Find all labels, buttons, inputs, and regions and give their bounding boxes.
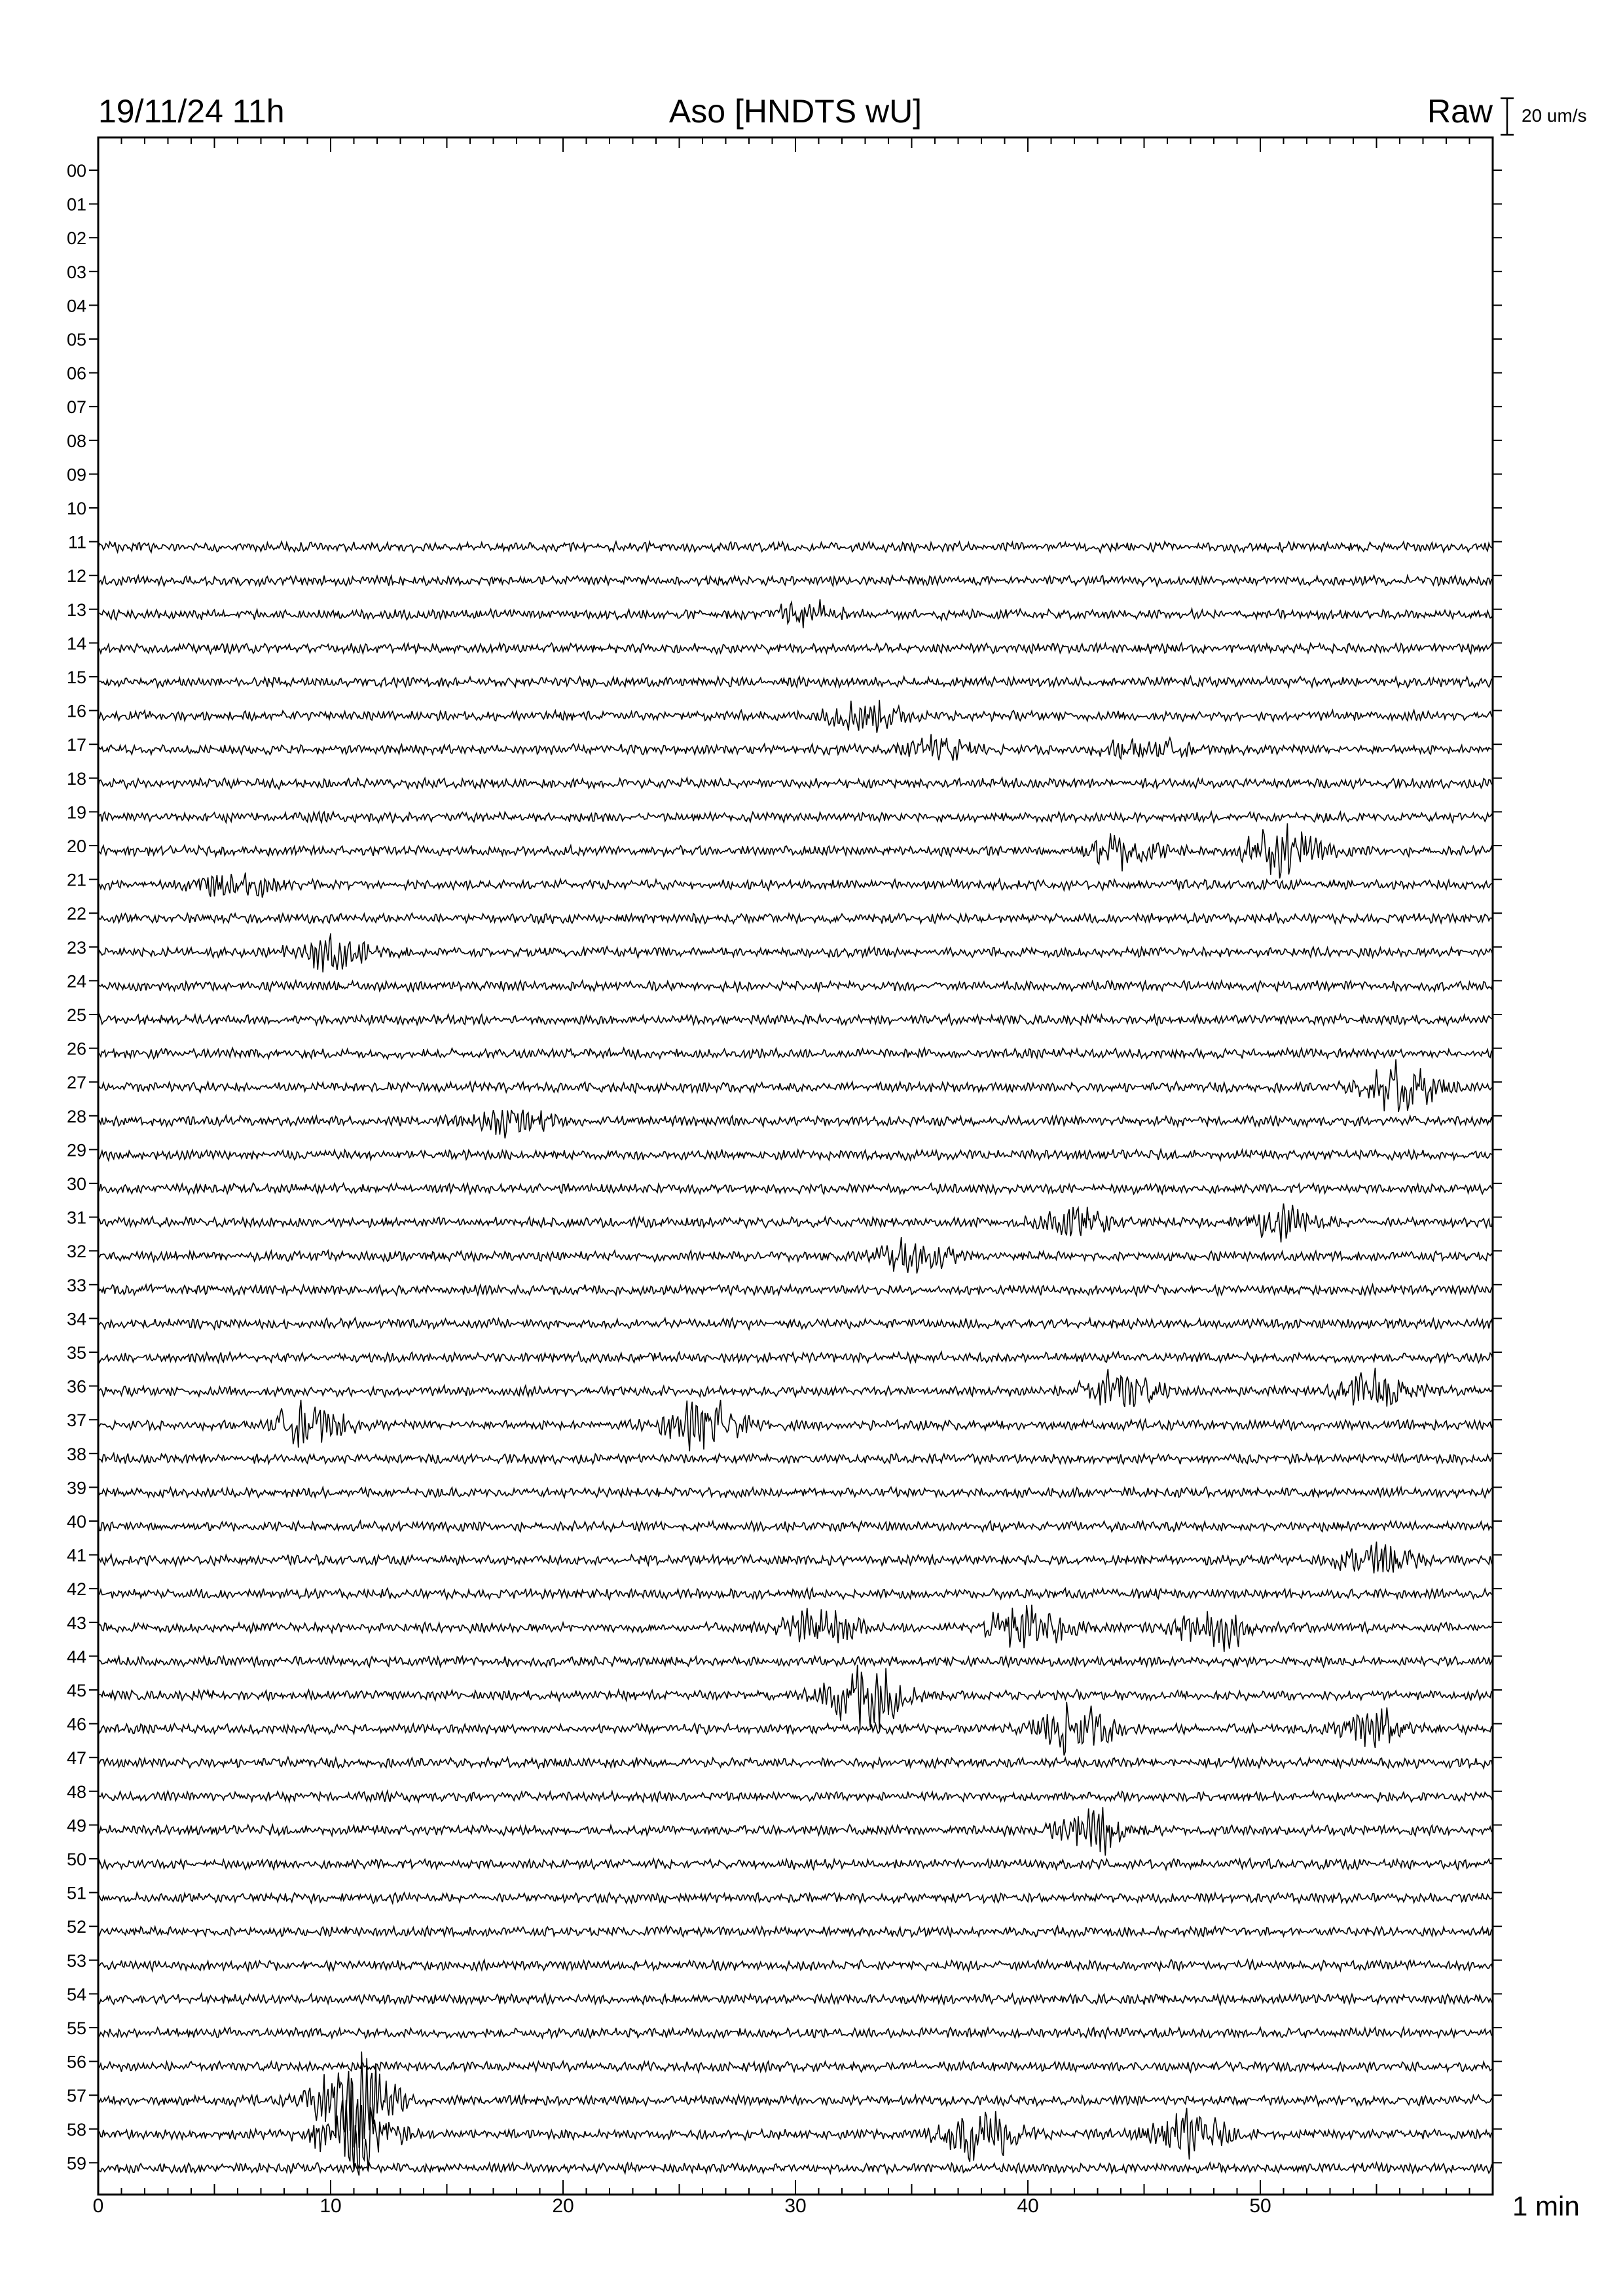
row-label: 15 (66, 668, 86, 687)
row-label: 20 (66, 836, 86, 856)
trace-line (98, 1284, 1493, 1295)
row-label: 45 (66, 1681, 86, 1700)
row-label: 00 (66, 161, 86, 181)
trace-line (98, 1149, 1493, 1160)
trace-line (98, 1204, 1493, 1243)
row-label: 36 (66, 1376, 86, 1397)
trace-line (98, 1487, 1493, 1498)
row-label: 39 (66, 1478, 86, 1498)
row-label: 42 (66, 1579, 86, 1600)
plot-frame (98, 137, 1493, 2195)
row-label: 35 (66, 1343, 86, 1363)
row-label: 59 (66, 2153, 86, 2174)
row-label: 07 (66, 397, 86, 418)
row-label: 54 (66, 1984, 86, 2005)
x-tick-label: 20 (552, 2195, 574, 2217)
row-label: 43 (66, 1613, 86, 1633)
row-label: 46 (66, 1714, 86, 1734)
row-label: 33 (66, 1275, 86, 1295)
row-label: 11 (67, 532, 86, 552)
row-label: 44 (66, 1647, 86, 1667)
row-label: 22 (66, 904, 86, 924)
row-label: 21 (66, 870, 86, 890)
trace-line (98, 1791, 1493, 1803)
x-tick-label: 30 (784, 2195, 807, 2217)
trace-line (98, 677, 1493, 688)
trace-line (98, 1960, 1493, 1971)
row-label: 50 (66, 1850, 86, 1869)
row-label: 26 (66, 1039, 86, 1059)
trace-line (98, 1368, 1493, 1407)
trace-line (98, 778, 1493, 789)
row-label: 55 (66, 2018, 86, 2038)
trace-line (98, 1665, 1493, 1730)
row-label: 06 (66, 363, 86, 384)
trace-line (98, 1926, 1493, 1937)
trace-line (98, 1807, 1493, 1856)
row-label: 34 (66, 1309, 86, 1329)
trace-line (98, 1757, 1493, 1768)
x-tick-labels (93, 2195, 1271, 2217)
row-label: 25 (66, 1005, 86, 1025)
row-label: 28 (66, 1106, 86, 1126)
x-tick-label: 40 (1017, 2195, 1039, 2217)
trace-line (98, 1453, 1493, 1464)
x-tick-label: 0 (92, 2195, 104, 2217)
trace-line (98, 700, 1493, 733)
seismic-traces (98, 542, 1493, 2176)
row-label: 19 (66, 802, 86, 823)
row-label: 38 (66, 1444, 86, 1464)
trace-line (98, 1183, 1493, 1194)
row-label: 31 (66, 1208, 86, 1228)
row-label: 24 (66, 971, 86, 992)
row-label: 09 (66, 465, 86, 485)
row-label: 52 (66, 1917, 86, 1937)
row-label: 04 (66, 296, 86, 316)
row-label: 16 (66, 701, 86, 721)
scale-bar (1501, 98, 1514, 135)
trace-line (98, 1110, 1493, 1139)
row-labels (67, 161, 1502, 2173)
trace-line (98, 1542, 1493, 1574)
row-label: 40 (66, 1512, 86, 1532)
row-label: 12 (66, 566, 86, 586)
trace-line (98, 1588, 1493, 1600)
trace-line (98, 1605, 1493, 1652)
trace-line (98, 823, 1493, 878)
trace-line (98, 643, 1493, 654)
trace-line (98, 980, 1493, 992)
row-label: 29 (66, 1140, 86, 1160)
trace-line (98, 933, 1493, 972)
x-unit-label: 1 min (1512, 2191, 1580, 2221)
trace-line (98, 1521, 1493, 1532)
trace-line (98, 1318, 1493, 1329)
row-label: 08 (66, 431, 86, 451)
trace-line (98, 913, 1493, 924)
row-label: 03 (66, 262, 86, 282)
trace-line (98, 1994, 1493, 2004)
trace-line (98, 1400, 1493, 1452)
row-label: 23 (66, 937, 86, 958)
trace-line (98, 1656, 1493, 1667)
row-label: 27 (66, 1073, 86, 1093)
x-tick-label: 10 (319, 2195, 342, 2217)
mode-label: Raw (1427, 93, 1493, 130)
row-label: 32 (66, 1242, 86, 1262)
trace-line (98, 1014, 1493, 1026)
row-label: 10 (66, 499, 86, 518)
row-label: 51 (66, 1883, 86, 1903)
row-label: 57 (66, 2086, 86, 2106)
row-label: 01 (66, 194, 86, 215)
trace-line (98, 812, 1493, 823)
trace-line (98, 2162, 1493, 2173)
trace-line (98, 734, 1493, 761)
row-label: 48 (66, 1782, 86, 1802)
row-label: 56 (66, 2052, 86, 2072)
row-label: 05 (66, 330, 86, 350)
row-label: 37 (66, 1410, 86, 1431)
trace-line (98, 2061, 1493, 2072)
row-label: 41 (66, 1545, 86, 1566)
station-title: Aso [HNDTS wU] (668, 93, 922, 130)
trace-line (98, 872, 1493, 897)
trace-line (98, 1893, 1493, 1903)
row-label: 53 (66, 1950, 86, 1971)
trace-line (98, 1237, 1493, 1274)
trace-line (98, 1859, 1493, 1870)
x-tick-label: 50 (1249, 2195, 1271, 2217)
row-label: 47 (66, 1748, 86, 1768)
row-label: 58 (66, 2119, 86, 2140)
row-label: 14 (66, 634, 86, 654)
trace-line (98, 1059, 1493, 1112)
trace-line (98, 575, 1493, 586)
trace-line (98, 1048, 1493, 1059)
row-label: 18 (66, 768, 86, 789)
minute-ticks (98, 137, 1493, 2195)
scale-label: 20 um/s (1522, 105, 1587, 126)
row-label: 30 (66, 1174, 86, 1194)
trace-line (98, 542, 1493, 552)
row-label: 02 (66, 228, 86, 249)
date-label: 19/11/24 11h (98, 93, 285, 130)
trace-line (98, 1702, 1493, 1755)
trace-line (98, 1352, 1493, 1363)
row-label: 49 (66, 1816, 86, 1836)
trace-line (98, 599, 1493, 628)
row-label: 17 (66, 735, 86, 755)
trace-line (98, 2028, 1493, 2038)
row-label: 13 (66, 600, 86, 620)
